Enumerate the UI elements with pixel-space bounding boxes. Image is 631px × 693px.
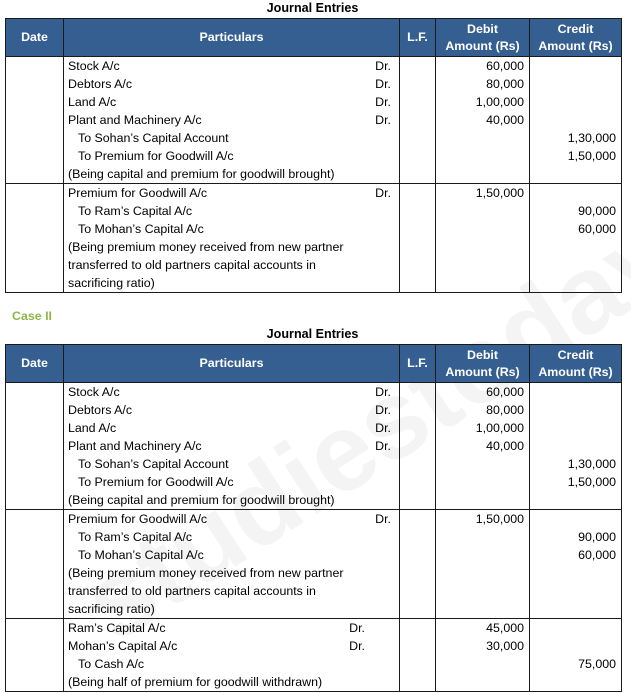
credit-cell xyxy=(530,57,622,184)
credit-header xyxy=(530,19,622,57)
narration-line: (Being capital and premium for goodwill brought) xyxy=(68,167,335,181)
entry-line xyxy=(64,655,399,673)
credit-amount xyxy=(530,510,621,528)
credit-amount: 75,000 xyxy=(578,657,616,671)
credit-amount xyxy=(530,75,621,93)
dr-marker: Dr. xyxy=(375,385,391,399)
date-cell xyxy=(6,184,64,293)
entry-line xyxy=(64,528,399,546)
account-name: Land A/c xyxy=(68,95,117,109)
credit-amount xyxy=(530,419,621,437)
credit-header-text: Amount (Rs) xyxy=(538,364,613,379)
account-name: To Ram’s Capital A/c xyxy=(78,204,193,218)
credit-amount: 1,30,000 xyxy=(567,131,616,145)
entry-line xyxy=(64,220,399,238)
debit-amount xyxy=(436,473,529,491)
particulars-cell xyxy=(64,57,400,184)
date-cell xyxy=(6,619,64,692)
account-name: Premium for Goodwill A/c xyxy=(68,186,208,200)
particulars-cell xyxy=(64,510,400,619)
lf-cell xyxy=(400,184,436,293)
debit-amount xyxy=(436,129,529,147)
debit-cell xyxy=(436,57,530,184)
date-header-text: Date xyxy=(21,30,48,44)
debit-amount: 80,000 xyxy=(486,77,524,91)
entry-line xyxy=(64,147,399,165)
account-name: To Cash A/c xyxy=(78,657,145,671)
debit-amount: 1,00,000 xyxy=(475,421,524,435)
credit-amount: 90,000 xyxy=(578,204,616,218)
credit-amount: 1,30,000 xyxy=(567,457,616,471)
debit-amount: 40,000 xyxy=(486,439,524,453)
entry-line xyxy=(64,111,399,129)
account-name: To Premium for Goodwill A/c xyxy=(78,149,234,163)
account-name: Stock A/c xyxy=(68,385,120,399)
journal-entry-row xyxy=(6,619,622,692)
dr-marker: Dr. xyxy=(375,77,391,91)
credit-amount xyxy=(530,437,621,455)
credit-amount xyxy=(530,619,621,637)
journal-table-1 xyxy=(5,18,622,293)
debit-cell xyxy=(436,184,530,293)
lf-header xyxy=(400,19,436,57)
dr-marker: Dr. xyxy=(349,639,365,653)
header-row xyxy=(6,19,622,57)
date-header-text: Date xyxy=(21,356,48,370)
debit-cell xyxy=(436,510,530,619)
particulars-cell xyxy=(64,619,400,692)
journal-entry-row xyxy=(6,57,622,184)
dr-marker xyxy=(391,473,399,491)
narration-line: (Being premium money received from new partner xyxy=(68,566,344,580)
dr-marker xyxy=(391,202,399,220)
lf-cell xyxy=(400,510,436,619)
entry-line xyxy=(64,455,399,473)
dr-marker: Dr. xyxy=(375,113,391,127)
entry-line xyxy=(64,419,399,437)
entry-line xyxy=(64,57,399,75)
lf-header xyxy=(400,345,436,383)
account-name: To Premium for Goodwill A/c xyxy=(78,475,234,489)
entry-line xyxy=(64,619,399,637)
debit-cell xyxy=(436,619,530,692)
debit-amount: 80,000 xyxy=(486,403,524,417)
dr-marker: Dr. xyxy=(375,403,391,417)
credit-cell xyxy=(530,510,622,619)
narration-line: sacrificing ratio) xyxy=(68,602,155,616)
debit-amount: 1,50,000 xyxy=(475,186,524,200)
debit-amount xyxy=(436,147,529,165)
account-name: Plant and Machinery A/c xyxy=(68,113,202,127)
particulars-cell xyxy=(64,383,400,510)
account-name: Premium for Goodwill A/c xyxy=(68,512,208,526)
account-name: To Mohan’s Capital A/c xyxy=(78,222,204,236)
debit-header xyxy=(436,345,530,383)
credit-amount: 90,000 xyxy=(578,530,616,544)
date-header xyxy=(6,19,64,57)
account-name: Plant and Machinery A/c xyxy=(68,439,202,453)
account-name: To Sohan’s Capital Account xyxy=(78,131,229,145)
credit-header-text: Credit xyxy=(557,21,594,36)
entry-line xyxy=(64,510,399,528)
dr-marker xyxy=(391,455,399,473)
credit-header-text: Amount (Rs) xyxy=(538,38,613,53)
credit-header-text: Credit xyxy=(557,347,594,362)
date-cell xyxy=(6,383,64,510)
journal-entry-row xyxy=(6,383,622,510)
debit-amount: 1,00,000 xyxy=(475,95,524,109)
entry-line xyxy=(64,202,399,220)
debit-amount xyxy=(436,455,529,473)
particulars-header-text: Particulars xyxy=(199,356,264,370)
dr-marker: Dr. xyxy=(349,621,365,635)
date-cell xyxy=(6,57,64,184)
lf-header-text: L.F. xyxy=(407,356,428,370)
entry-line xyxy=(64,93,399,111)
debit-amount xyxy=(436,528,529,546)
credit-cell xyxy=(530,383,622,510)
date-header xyxy=(6,345,64,383)
entry-line xyxy=(64,75,399,93)
credit-amount: 1,50,000 xyxy=(567,475,616,489)
narration-line: sacrificing ratio) xyxy=(68,276,155,290)
debit-header-text: Amount (Rs) xyxy=(445,38,520,53)
entry-line xyxy=(64,401,399,419)
debit-amount: 45,000 xyxy=(486,621,524,635)
account-name: Mohan’s Capital A/c xyxy=(68,639,178,653)
debit-amount: 60,000 xyxy=(486,385,524,399)
credit-header xyxy=(530,345,622,383)
credit-amount xyxy=(530,401,621,419)
lf-cell xyxy=(400,383,436,510)
narration-line: (Being half of premium for goodwill withdrawn) xyxy=(68,675,323,689)
account-name: To Sohan’s Capital Account xyxy=(78,457,229,471)
credit-amount: 1,50,000 xyxy=(567,149,616,163)
debit-amount xyxy=(436,546,529,564)
particulars-header-text: Particulars xyxy=(199,30,264,44)
debit-amount xyxy=(436,655,529,673)
dr-marker xyxy=(391,528,399,546)
credit-amount: 60,000 xyxy=(578,222,616,236)
credit-amount xyxy=(530,383,621,401)
debit-header-text: Amount (Rs) xyxy=(445,364,520,379)
account-name: To Ram’s Capital A/c xyxy=(78,530,193,544)
journal-entry-row xyxy=(6,510,622,619)
entry-line xyxy=(64,129,399,147)
credit-cell xyxy=(530,619,622,692)
narration-line: transferred to old partners capital accounts in xyxy=(68,584,316,598)
journal-entry-row xyxy=(6,184,622,293)
debit-amount: 60,000 xyxy=(486,59,524,73)
date-cell xyxy=(6,510,64,619)
dr-marker: Dr. xyxy=(375,95,391,109)
dr-marker xyxy=(391,220,399,238)
lf-header-text: L.F. xyxy=(407,30,428,44)
debit-amount: 30,000 xyxy=(486,639,524,653)
account-name: To Mohan’s Capital A/c xyxy=(78,548,204,562)
narration-line: (Being capital and premium for goodwill brought) xyxy=(68,493,335,507)
account-name: Stock A/c xyxy=(68,59,120,73)
dr-marker: Dr. xyxy=(375,439,391,453)
narration-line: transferred to old partners capital accounts in xyxy=(68,258,316,272)
dr-marker: Dr. xyxy=(375,512,391,526)
credit-amount xyxy=(530,57,621,75)
entry-line xyxy=(64,184,399,202)
debit-amount xyxy=(436,220,529,238)
debit-header-text: Debit xyxy=(467,21,498,36)
credit-amount: 60,000 xyxy=(578,548,616,562)
particulars-header xyxy=(64,19,400,57)
entry-line xyxy=(64,637,399,655)
entry-line xyxy=(64,546,399,564)
credit-cell xyxy=(530,184,622,293)
debit-cell xyxy=(436,383,530,510)
narration-line: (Being premium money received from new partner xyxy=(68,240,344,254)
account-name: Ram’s Capital A/c xyxy=(68,621,166,635)
debit-amount: 1,50,000 xyxy=(475,512,524,526)
debit-header xyxy=(436,19,530,57)
entry-line xyxy=(64,383,399,401)
dr-marker xyxy=(391,147,399,165)
dr-marker: Dr. xyxy=(375,186,391,200)
dr-marker: Dr. xyxy=(375,421,391,435)
journal-table-2 xyxy=(5,344,622,692)
entry-line xyxy=(64,473,399,491)
account-name: Debtors A/c xyxy=(68,403,133,417)
dr-marker: Dr. xyxy=(375,59,391,73)
dr-marker xyxy=(391,129,399,147)
table1-title: Journal Entries xyxy=(266,1,359,15)
credit-amount xyxy=(530,184,621,202)
entry-line xyxy=(64,437,399,455)
table2-title: Journal Entries xyxy=(266,327,359,341)
account-name: Land A/c xyxy=(68,421,117,435)
dr-marker xyxy=(391,546,399,564)
credit-amount xyxy=(530,93,621,111)
credit-amount xyxy=(530,111,621,129)
lf-cell xyxy=(400,619,436,692)
particulars-header xyxy=(64,345,400,383)
debit-amount xyxy=(436,202,529,220)
particulars-cell xyxy=(64,184,400,293)
account-name: Debtors A/c xyxy=(68,77,133,91)
lf-cell xyxy=(400,57,436,184)
dr-marker xyxy=(391,655,399,673)
debit-amount: 40,000 xyxy=(486,113,524,127)
debit-header-text: Debit xyxy=(467,347,498,362)
case-label: Case II xyxy=(12,309,52,323)
header-row xyxy=(6,345,622,383)
credit-amount xyxy=(530,637,621,655)
